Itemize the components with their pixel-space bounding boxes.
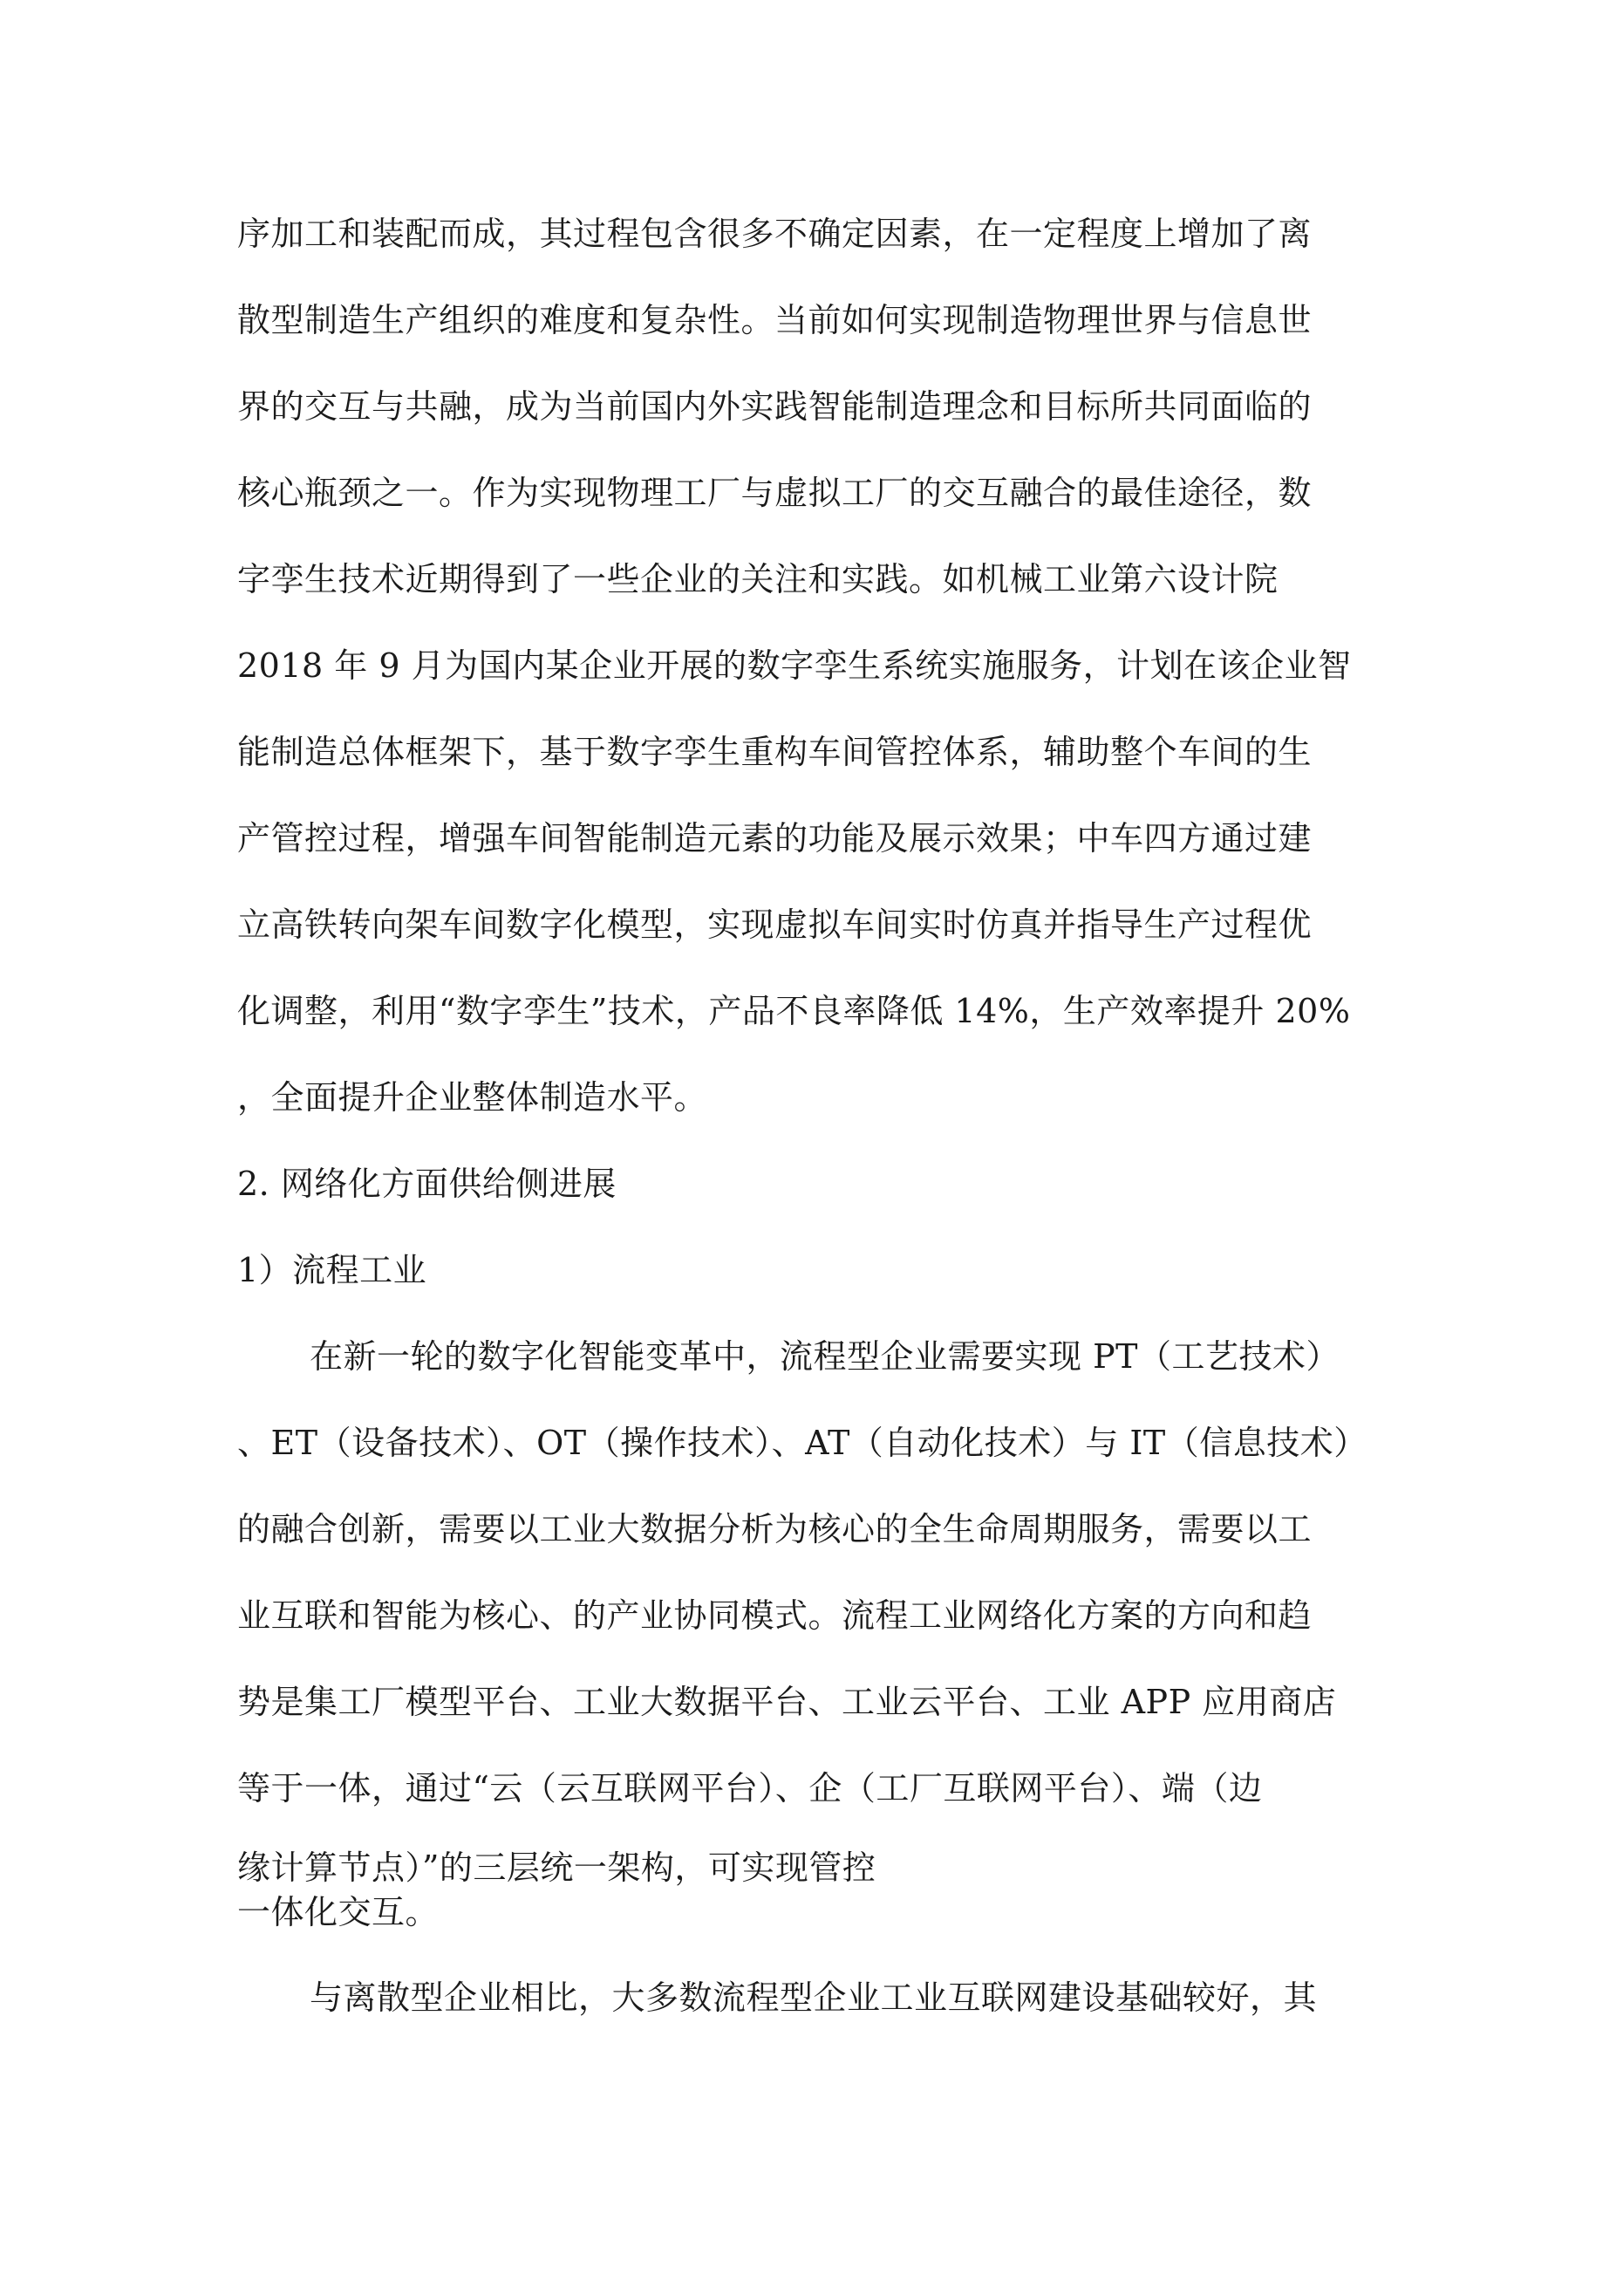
paragraph-1-line-7: 能制造总体框架下，基于数字孪生重构车间管控体系，辅助整个车间的生 (237, 733, 1313, 771)
paragraph-2-line-4: 业互联和智能为核心、的产业协同模式。流程工业网络化方案的方向和趋 (237, 1596, 1313, 1635)
paragraph-1-line-11: ，全面提升企业整体制造水平。 (237, 1078, 708, 1117)
paragraph-2-line-1: 在新一轮的数字化智能变革中，流程型企业需要实现 PT（工艺技术） (310, 1337, 1340, 1376)
paragraph-1-line-10: 化调整，利用“数字孪生”技术，产品不良率降低 14%，生产效率提升 20% (237, 992, 1351, 1030)
paragraph-1-line-3: 界的交互与共融，成为当前国内外实践智能制造理念和目标所共同面临的 (237, 387, 1313, 426)
paragraph-1-line-5: 字孪生技术近期得到了一些企业的关注和实践。如机械工业第六设计院 (237, 560, 1279, 598)
subsection-heading: 1）流程工业 (237, 1251, 427, 1289)
section-heading: 2. 网络化方面供给侧进展 (237, 1165, 617, 1203)
paragraph-2-line-5: 势是集工厂模型平台、工业大数据平台、工业云平台、工业 APP 应用商店 (237, 1683, 1337, 1721)
paragraph-1-line-1: 序加工和装配而成，其过程包含很多不确定因素，在一定程度上增加了离 (237, 215, 1313, 253)
paragraph-2-line-2: 、ET（设备技术）、OT（操作技术）、AT（自动化技术）与 IT（信息技术） (237, 1424, 1367, 1462)
paragraph-2-line-3: 的融合创新，需要以工业大数据分析为核心的全生命周期服务，需要以工 (237, 1510, 1313, 1548)
paragraph-2-line-8: 一体化交互。 (237, 1893, 440, 1931)
paragraph-2-line-7: 缘计算节点）”的三层统一架构，可实现管控 (237, 1848, 876, 1887)
paragraph-1-line-6: 2018 年 9 月为国内某企业开展的数字孪生系统实施服务，计划在该企业智 (237, 646, 1352, 685)
paragraph-1-line-2: 散型制造生产组织的难度和复杂性。当前如何实现制造物理世界与信息世 (237, 301, 1313, 339)
paragraph-1-line-4: 核心瓶颈之一。作为实现物理工厂与虚拟工厂的交互融合的最佳途径，数 (237, 474, 1313, 512)
paragraph-1-line-8: 产管控过程，增强车间智能制造元素的功能及展示效果；中车四方通过建 (237, 819, 1313, 858)
paragraph-1-line-9: 立高铁转向架车间数字化模型，实现虚拟车间实时仿真并指导生产过程优 (237, 905, 1313, 944)
paragraph-2-line-6: 等于一体，通过“云（云互联网平台）、企（工厂互联网平台）、端（边 (237, 1769, 1263, 1807)
paragraph-3-line-1: 与离散型企业相比，大多数流程型企业工业互联网建设基础较好，其 (310, 1978, 1318, 2017)
